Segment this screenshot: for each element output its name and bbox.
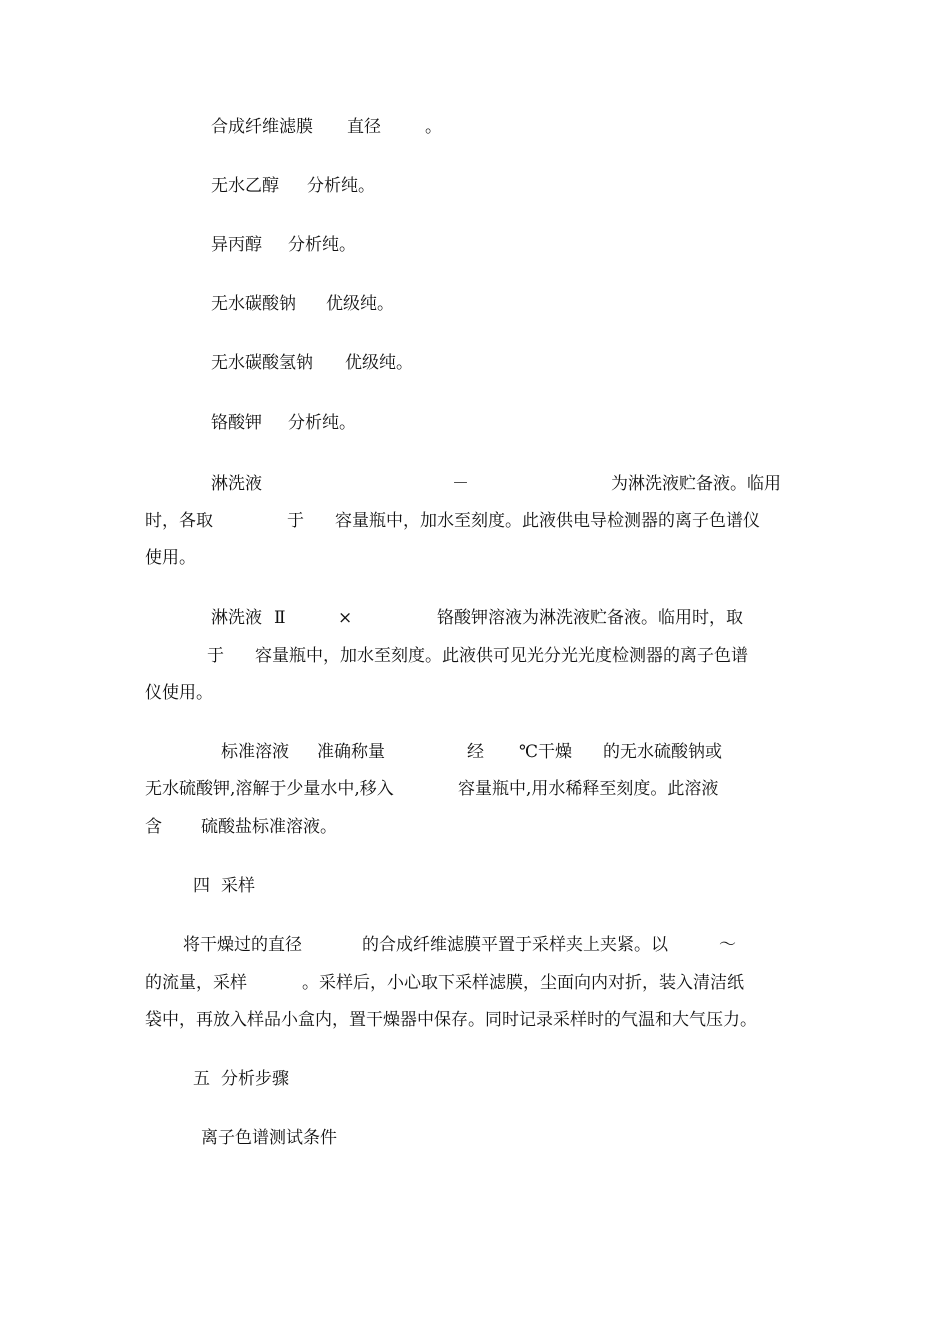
eluent2-line3: 仪使用。	[145, 683, 213, 703]
item-grade-sodium-carbonate: 优级纯。	[326, 294, 394, 314]
eluent1-dash: －	[452, 474, 469, 494]
section4-line1-b: 的合成纤维滤膜平置于采样夹上夹紧。以	[362, 935, 668, 955]
section4-title: 采样	[221, 876, 255, 896]
eluent2-line2-b: 容量瓶中，加水至刻度。此液供可见光分光光度检测器的离子色谱	[255, 646, 748, 666]
eluent2-times: ×	[338, 608, 353, 628]
section4-number: 四	[193, 876, 210, 896]
eluent2-roman: Ⅱ	[274, 608, 286, 628]
section5-title: 分析步骤	[221, 1069, 289, 1089]
item-grade-potassium-chromate: 分析纯。	[288, 413, 356, 433]
item-name-isopropanol: 异丙醇	[211, 235, 262, 255]
eluent1-name: 淋洗液	[211, 474, 262, 494]
eluent1-line2-a: 时，各取	[145, 511, 213, 531]
eluent1-line3: 使用。	[145, 548, 196, 568]
eluent1-line2-c: 容量瓶中，加水至刻度。此液供电导检测器的离子色谱仪	[335, 511, 760, 531]
eluent1-line1-tail: 为淋洗液贮备液。临用	[611, 474, 781, 494]
section4-line1-c: ～	[719, 935, 736, 955]
eluent1-line2-b: 于	[287, 511, 304, 531]
item-grade-sodium-bicarbonate: 优级纯。	[345, 353, 413, 373]
section5-subtitle: 离子色谱测试条件	[201, 1128, 337, 1148]
standard-line1-e: 的无水硫酸钠或	[603, 742, 722, 762]
eluent2-name: 淋洗液	[211, 608, 262, 628]
standard-line1-d: ℃干燥	[519, 742, 573, 762]
section4-line2-b: 。采样后，小心取下采样滤膜，尘面向内对折，装入清洁纸	[302, 973, 744, 993]
item-name-sodium-bicarbonate: 无水碳酸氢钠	[211, 353, 313, 373]
standard-line1-b: 准确称量	[317, 742, 385, 762]
eluent2-line1-tail: 铬酸钾溶液为淋洗液贮备液。临用时，取	[437, 608, 743, 628]
eluent2-line2-a: 于	[207, 646, 224, 666]
section4-line1-a: 将干燥过的直径	[183, 935, 302, 955]
standard-line1-c: 经	[467, 742, 484, 762]
item-name-sodium-carbonate: 无水碳酸钠	[211, 294, 296, 314]
standard-line2-a: 无水硫酸钾,溶解于少量水中,移入	[145, 779, 394, 799]
standard-line3-a: 含	[145, 817, 162, 837]
section4-line2-a: 的流量，采样	[145, 973, 247, 993]
item-spec-filter-membrane: 直径	[347, 117, 381, 137]
section5-number: 五	[193, 1069, 210, 1089]
item-name-ethanol: 无水乙醇	[211, 176, 279, 196]
standard-line1-a: 标准溶液	[221, 742, 289, 762]
item-name-potassium-chromate: 铬酸钾	[211, 413, 262, 433]
item-grade-isopropanol: 分析纯。	[288, 235, 356, 255]
section4-line3: 袋中，再放入样品小盒内，置干燥器中保存。同时记录采样时的气温和大气压力。	[145, 1010, 757, 1030]
item-end-filter-membrane: 。	[425, 117, 442, 137]
item-grade-ethanol: 分析纯。	[307, 176, 375, 196]
item-name-filter-membrane: 合成纤维滤膜	[211, 117, 313, 137]
standard-line2-b: 容量瓶中,用水稀释至刻度。此溶液	[458, 779, 719, 799]
standard-line3-b: 硫酸盐标准溶液。	[201, 817, 337, 837]
